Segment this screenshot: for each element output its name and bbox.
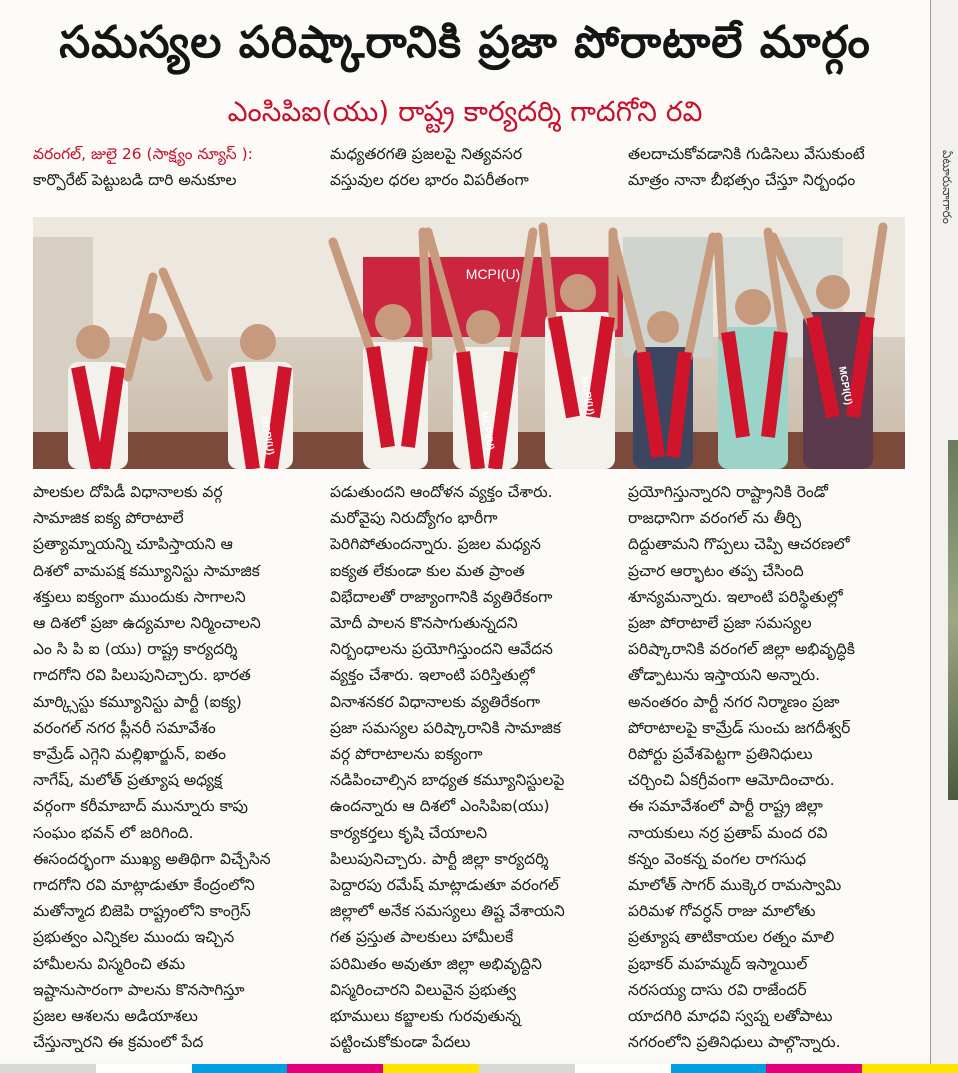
body-line: తోడ్పాటును ఇస్తాయని అన్నారు. [628, 666, 821, 685]
sash-text: MCPI(U) [578, 375, 596, 416]
body-column-3 [628, 479, 908, 1055]
body-line: భూములు కబ్జాలకు గురవుతున్న [330, 1007, 521, 1026]
body-line: శక్తులు ఐక్యంగా ముందుకు సాగాలని [33, 587, 246, 606]
body-line: కార్యకర్తలు కృషి చేయాలని [330, 823, 488, 842]
body-column-1 [33, 479, 313, 1055]
body-line: ప్రజా పోరాటాలే ప్రజా సమస్యల [628, 614, 812, 633]
body-line: యాదగిరి మాధవి స్వప్న లతోపాటు [628, 1007, 833, 1026]
body-line: నడిపించాల్సిన బాధ్యత కమ్యూనిస్టులపై [330, 771, 565, 790]
body-line: నరసయ్య దాసు రవి రాజేందర్ [628, 980, 807, 999]
intro-column-1 [33, 141, 253, 193]
body-line: వినాశనకర విధానాలకు వ్యతిరేకంగా [330, 692, 541, 711]
body-line: కన్నం వెంకన్న వంగల రాగసుధ [628, 849, 807, 868]
body-line: సామాజిక ఐక్య పోరాటాలే [33, 509, 184, 528]
news-photo [33, 217, 905, 469]
body-line: దిశలో వామపక్ష కమ్యూనిస్టు సామాజిక [33, 561, 260, 580]
sash-text: MCPI(U) [836, 365, 854, 406]
body-line: గాదగోని రవి మాట్లాడుతూ కేంద్రంలోని [33, 876, 255, 895]
body-line: వ్యక్తం చేశారు. ఇలాంటి పరిస్తితుల్లో [330, 666, 535, 685]
body-line: పెరిగిపోతుందన్నారు. ప్రజల మధ్యన [330, 535, 541, 554]
adjacent-photo-edge [948, 440, 958, 800]
dateline: వరంగల్, జులై 26 (సాక్ష్యం న్యూస్ ): [33, 145, 253, 163]
body-line: వర్గంగా కరీమాబాద్ మున్నూరు కాపు [33, 797, 248, 816]
body-line: నాగేష్, మలోత్ ప్రత్యూష అధ్యక్ష [33, 771, 223, 790]
body-line: ఇష్టానుసారంగా పాలను కొనసాగిస్తూ [33, 980, 245, 999]
body-line: ఐక్యత లేకుండా కుల మత ప్రాంత [330, 561, 525, 580]
body-line: వర్గ పోరాటాలను ఐక్యంగా [330, 745, 483, 764]
intro-line: కార్పొరేట్ పెట్టుబడి దారి అనుకూల [33, 171, 237, 189]
body-line: ప్రత్యూష తాటికాయల రత్నం మాలి [628, 928, 835, 947]
body-line: రాజధానిగా వరంగల్ ను తీర్చి [628, 509, 802, 528]
body-line: విభేదాలతో రాజ్యాంగానికి వ్యతిరేకంగా [330, 587, 553, 606]
body-line: పట్టించుకోకుండా పేదలు [330, 1033, 471, 1052]
body-column-2 [330, 479, 610, 1055]
body-line: సంఘం భవన్ లో జరిగింది. [33, 823, 194, 842]
body-line: హామీలను విస్మరించి తమ [33, 954, 186, 973]
intro-column-2 [330, 141, 529, 193]
body-line: ప్రయోగిస్తున్నారని రాష్ట్రానికి రెండో [628, 483, 828, 501]
body-line: ఈసందర్భంగా ముఖ్య అతిథిగా విచ్చేసిన [33, 849, 271, 868]
body-line: ప్రచార ఆర్భాటం తప్ప చేసింది [628, 561, 804, 580]
body-line: మార్క్సిస్టు కమ్యూనిస్టు పార్టీ (ఐక్య) [33, 692, 242, 711]
body-line: మరోవైపు నిరుద్యోగం భారీగా [330, 509, 498, 528]
body-line: శూన్యమన్నారు. ఇలాంటి పరిస్థితుల్లో [628, 587, 843, 606]
body-line: పోరాటాలపై కామ్రేడ్ సుంచు జగదీశ్వర్ [628, 718, 851, 737]
body-line: పాలకుల దోపిడీ విధానాలకు వర్గ [33, 483, 223, 501]
body-line: మతోన్మాద బిజెపి రాష్ట్రంలోని కాంగ్రెస్ [33, 902, 251, 921]
body-line: గత ప్రస్తుత పాలకులు హామీలకే [330, 928, 514, 947]
body-line: ప్రజా సమస్యల పరిష్కారానికి సామాజిక [330, 718, 561, 737]
body-line: ప్రజల ఆశలను అడియాశలు [33, 1007, 198, 1026]
body-line: కామ్రేడ్ ఎగ్గెని మల్లిఖార్జున్, ఐతం [33, 745, 227, 764]
body-line: గాదగోని రవి పిలుపునిచ్చారు. భారత [33, 666, 251, 685]
print-color-bar [0, 1064, 958, 1073]
intro-line: వస్తువుల ధరల భారం విపరీతంగా [330, 171, 529, 189]
body-line: అనంతరం పార్టీ నగర నిర్మాణం ప్రజా [628, 692, 840, 711]
body-line: ఎం సి పి ఐ (యు) రాష్ట్ర కార్యదర్శి [33, 640, 238, 659]
body-line: పెద్దారపు రమేష్ మాట్లాడుతూ వరంగల్ [330, 876, 559, 895]
body-line: విస్మరించారని విలువైన ప్రభుత్వ [330, 980, 516, 999]
body-line: ఉందన్నారు ఆ దిశలో ఎంసిపిఐ(యు) [330, 797, 550, 816]
body-line: ఆ దిశలో ప్రజా ఉద్యమాల నిర్మించాలని [33, 614, 261, 633]
body-line: పరిష్కారానికి వరంగల్ జిల్లా అభివృద్ధికి [628, 640, 855, 659]
headline: సమస్యల పరిష్కారానికి ప్రజా పోరాటాలే మార్గం [59, 17, 871, 68]
body-line: మోదీ పాలన కొనసాగుతున్నదని [330, 614, 518, 633]
intro-line: తలదాచుకోవడానికి గుడిసెలు వేసుకుంటే [628, 145, 865, 163]
body-line: పడుతుందని ఆందోళన వ్యక్తం చేశారు. [330, 483, 553, 501]
body-line: రిపోర్టు ప్రవేశపెట్టగా ప్రతినిధులు [628, 745, 813, 764]
body-line: ప్రభుత్వం ఎన్నికల ముందు ఇచ్చిన [33, 928, 235, 947]
body-line: నగరంలోని ప్రతినిధులు పాల్గొన్నారు. [628, 1033, 841, 1052]
banner-text: MCPI(U) [465, 266, 521, 282]
body-line: నాయకులు నర్ర ప్రతాప్ మంద రవి [628, 823, 828, 842]
photo-illustration [33, 217, 905, 469]
body-line: ప్రభాకర్ మహమ్మద్ ఇస్మాయిల్ [628, 954, 808, 973]
body-line: మాలోత్ సాగర్ ముక్కెర రామస్వామి [628, 876, 842, 895]
intro-column-3 [628, 141, 865, 193]
subheadline: ఎంసిపిఐ(యు) రాష్ట్ర కార్యదర్శి గాదగోని రవి [227, 95, 703, 128]
intro-line: మాత్రం నానా బీభత్సం చేస్తూ నిర్బంధం [628, 171, 856, 189]
body-line: చేస్తున్నారని ఈ క్రమంలో పేద [33, 1033, 204, 1052]
sash-text: MCPI(U) [478, 410, 496, 451]
body-line: చర్చించి ఏకగ్రీవంగా ఆమోదించారు. [628, 771, 835, 790]
body-line: దిద్దుతామని గొప్పలు చెప్పి ఆచరణలో [628, 535, 850, 554]
body-line: పిలుపునిచ్చారు. పార్టీ జిల్లా కార్యదర్శి [330, 849, 549, 868]
body-line: నిర్బంధాలను ప్రయోగిస్తుందని ఆవేదన [330, 640, 553, 659]
side-strip-text: ఏటూరునాగారం [940, 150, 954, 224]
body-line: వరంగల్ నగర ప్లీనరీ సమావేశం [33, 718, 216, 737]
intro-line: మధ్యతరగతి ప్రజలపై నిత్యవసర [330, 145, 523, 163]
body-line: ప్రత్యామ్నాయన్ని చూపిస్తాయని ఆ [33, 535, 233, 554]
body-line: పరిమితం అవుతూ జిల్లా అభివృద్దిని [330, 954, 542, 973]
body-line: పరిమళ గోవర్ధన్ రాజు మాలోతు [628, 902, 816, 921]
sash-text: MCPI(U) [258, 415, 276, 456]
body-line: ఈ సమావేశంలో పార్టీ రాష్ట్ర జిల్లా [628, 797, 823, 816]
body-line: జిల్లాలో అనేక సమస్యలు తిష్ట వేశాయని [330, 902, 565, 921]
